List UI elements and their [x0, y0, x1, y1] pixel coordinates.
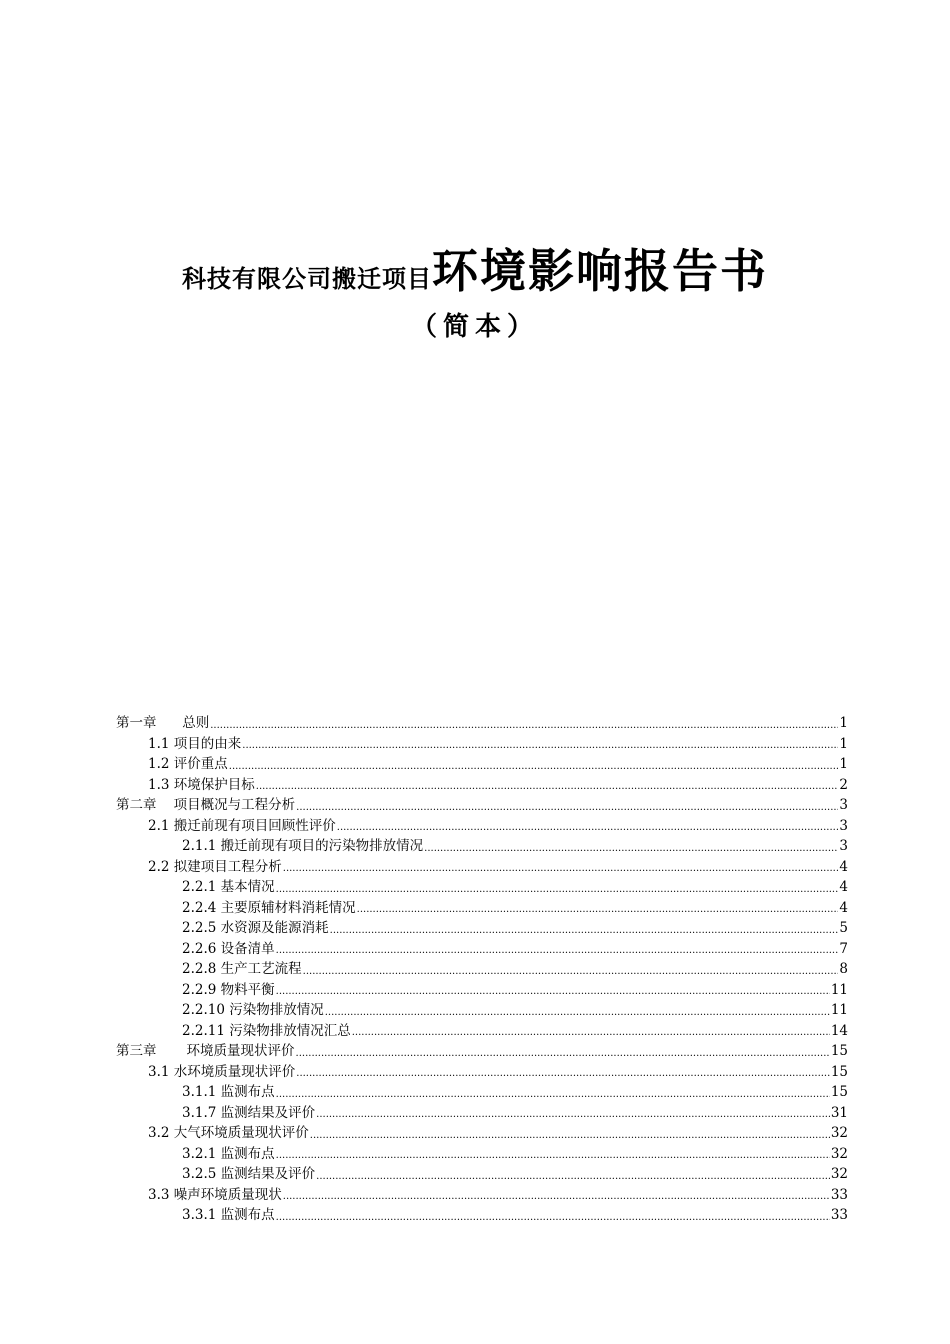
toc-entry-page: 11 — [830, 1002, 848, 1018]
document-title-block — [0, 244, 950, 343]
toc-entry-page: 4 — [839, 858, 848, 875]
toc-entry-page: 1 — [839, 715, 848, 731]
toc-entry[interactable] — [116, 1123, 848, 1144]
toc-dot-leader — [276, 1148, 830, 1164]
toc-dot-leader — [296, 800, 838, 816]
toc-entry-page: 32 — [830, 1125, 848, 1141]
toc-entry-page: 3 — [839, 797, 848, 813]
toc-dot-leader — [283, 1189, 830, 1205]
toc-entry-number: 2.2.8 — [182, 961, 221, 977]
toc-dot-leader — [303, 964, 839, 980]
toc-dot-leader — [352, 1025, 830, 1041]
toc-dot-leader — [276, 1087, 830, 1103]
toc-dot-leader — [325, 1005, 830, 1021]
toc-entry-number: 3.2.1 — [182, 1145, 221, 1162]
title-prefix: 科技有限公司搬迁项目 — [182, 265, 432, 293]
toc-entry-page: 33 — [830, 1207, 848, 1223]
toc-entry[interactable] — [116, 877, 848, 898]
toc-entry-title: 污染物排放情况 — [229, 1002, 324, 1018]
toc-entry[interactable] — [116, 1021, 848, 1042]
toc-entry-title: 环境质量现状评价 — [186, 1043, 295, 1059]
toc-entry-page: 8 — [839, 961, 848, 977]
toc-entry-number: 2.2.9 — [182, 981, 221, 998]
toc-dot-leader — [256, 779, 839, 795]
toc-entry[interactable] — [116, 1144, 848, 1165]
toc-entry[interactable] — [116, 1041, 848, 1062]
toc-entry-page: 3 — [839, 817, 848, 834]
toc-dot-leader — [276, 882, 839, 898]
toc-entry-page: 11 — [830, 981, 848, 998]
toc-entry-title: 评价重点 — [173, 756, 228, 772]
toc-entry-number: 1.3 — [148, 776, 174, 793]
toc-entry-title: 噪声环境质量现状 — [173, 1186, 282, 1203]
toc-dot-leader — [229, 759, 839, 775]
toc-entry-page: 15 — [830, 1084, 848, 1100]
toc-dot-leader — [424, 841, 838, 857]
toc-entry[interactable] — [116, 713, 848, 734]
toc-entry-number: 2.2.1 — [182, 879, 221, 895]
toc-entry-page: 2 — [839, 776, 848, 793]
toc-entry-number: 2.1 — [148, 817, 174, 834]
toc-entry-title: 项目概况与工程分析 — [173, 797, 296, 813]
toc-entry[interactable] — [116, 1205, 848, 1226]
toc-entry-page: 32 — [830, 1166, 848, 1182]
toc-entry-page: 4 — [839, 879, 848, 895]
toc-entry-number: 2.1.1 — [182, 838, 221, 854]
toc-entry-title: 主要原辅材料消耗情况 — [220, 899, 356, 916]
toc-entry-page: 7 — [839, 940, 848, 957]
toc-entry-number: 2.2 — [148, 858, 174, 875]
toc-entry-number: 1.2 — [148, 756, 174, 772]
toc-entry-title: 大气环境质量现状评价 — [173, 1125, 309, 1141]
toc-entry-number: 第三章 — [116, 1043, 187, 1059]
toc-entry[interactable] — [116, 939, 848, 960]
toc-entry-number: 第二章 — [116, 797, 174, 813]
toc-dot-leader — [310, 1128, 830, 1144]
toc-dot-leader — [296, 1046, 830, 1062]
toc-entry[interactable] — [116, 816, 848, 837]
toc-entry-title: 搬迁前现有项目的污染物排放情况 — [220, 838, 424, 854]
toc-entry[interactable] — [116, 836, 848, 857]
toc-entry-page: 15 — [830, 1063, 848, 1080]
toc-entry-number: 2.2.11 — [182, 1022, 230, 1039]
toc-entry-number: 3.3.1 — [182, 1207, 221, 1223]
toc-entry[interactable] — [116, 980, 848, 1001]
toc-entry-title: 物料平衡 — [220, 981, 275, 998]
toc-entry[interactable] — [116, 959, 848, 980]
title-main: 环境影响报告书 — [432, 244, 768, 298]
toc-entry-page: 31 — [830, 1104, 848, 1121]
toc-entry-number: 2.2.5 — [182, 920, 221, 936]
toc-entry-number: 2.2.6 — [182, 940, 221, 957]
toc-entry-title: 水环境质量现状评价 — [173, 1063, 296, 1080]
toc-entry-number: 2.2.4 — [182, 899, 221, 916]
toc-entry-number: 3.1.7 — [182, 1104, 221, 1121]
toc-entry-page: 15 — [830, 1043, 848, 1059]
toc-dot-leader — [210, 718, 838, 734]
toc-entry-page: 3 — [839, 838, 848, 854]
toc-entry[interactable] — [116, 1164, 848, 1185]
toc-entry[interactable] — [116, 1103, 848, 1124]
toc-entry-number: 3.2.5 — [182, 1166, 221, 1182]
toc-entry-title: 水资源及能源消耗 — [220, 920, 329, 936]
toc-entry[interactable] — [116, 918, 848, 939]
toc-entry-title: 监测结果及评价 — [220, 1166, 316, 1182]
document-subtitle: （简本） — [410, 312, 539, 342]
toc-entry-title: 生产工艺流程 — [220, 961, 302, 977]
toc-entry-number: 2.2.10 — [182, 1002, 230, 1018]
toc-entry-number: 3.1 — [148, 1063, 174, 1080]
toc-entry-title: 监测结果及评价 — [220, 1104, 316, 1121]
toc-entry-number: 3.3 — [148, 1186, 174, 1203]
toc-entry[interactable] — [116, 1082, 848, 1103]
toc-dot-leader — [296, 1066, 830, 1082]
toc-entry[interactable] — [116, 734, 848, 755]
toc-dot-leader — [276, 943, 839, 959]
toc-entry-title: 总则 — [182, 715, 210, 731]
toc-entry[interactable] — [116, 857, 848, 878]
toc-entry-page: 5 — [839, 920, 848, 936]
toc-entry[interactable] — [116, 898, 848, 919]
toc-entry-page: 32 — [830, 1145, 848, 1162]
document-title — [0, 244, 950, 298]
toc-entry[interactable] — [116, 775, 848, 796]
toc-dot-leader — [283, 861, 839, 877]
table-of-contents — [116, 713, 848, 1226]
toc-entry[interactable] — [116, 795, 848, 816]
toc-dot-leader — [337, 820, 839, 836]
toc-entry-title: 监测布点 — [220, 1084, 275, 1100]
toc-entry-title: 基本情况 — [220, 879, 275, 895]
toc-entry-title: 污染物排放情况汇总 — [229, 1022, 351, 1039]
toc-dot-leader — [242, 738, 838, 754]
toc-entry-page: 4 — [839, 899, 848, 916]
toc-dot-leader — [316, 1107, 830, 1123]
toc-entry-title: 拟建项目工程分析 — [173, 858, 282, 875]
toc-entry[interactable] — [116, 754, 848, 775]
toc-dot-leader — [330, 923, 839, 939]
toc-entry[interactable] — [116, 1000, 848, 1021]
toc-entry-number: 3.2 — [148, 1125, 174, 1141]
toc-entry-page: 14 — [830, 1022, 848, 1039]
toc-entry-page: 33 — [830, 1186, 848, 1203]
toc-entry[interactable] — [116, 1185, 848, 1206]
toc-entry-title: 搬迁前现有项目回顾性评价 — [173, 817, 336, 834]
toc-entry-number: 1.1 — [148, 735, 174, 752]
toc-entry-page: 1 — [839, 756, 848, 772]
toc-dot-leader — [357, 902, 839, 918]
toc-dot-leader — [276, 984, 830, 1000]
toc-entry-title: 设备清单 — [220, 940, 275, 957]
toc-entry-number: 第一章 — [116, 715, 183, 731]
toc-dot-leader — [316, 1169, 830, 1185]
toc-entry-title: 环境保护目标 — [173, 776, 255, 793]
toc-entry[interactable] — [116, 1062, 848, 1083]
toc-entry-title: 项目的由来 — [173, 735, 242, 752]
toc-entry-page: 1 — [839, 735, 848, 752]
toc-entry-title: 监测布点 — [220, 1145, 275, 1162]
toc-entry-title: 监测布点 — [220, 1207, 275, 1223]
toc-dot-leader — [276, 1210, 830, 1226]
toc-entry-number: 3.1.1 — [182, 1084, 221, 1100]
